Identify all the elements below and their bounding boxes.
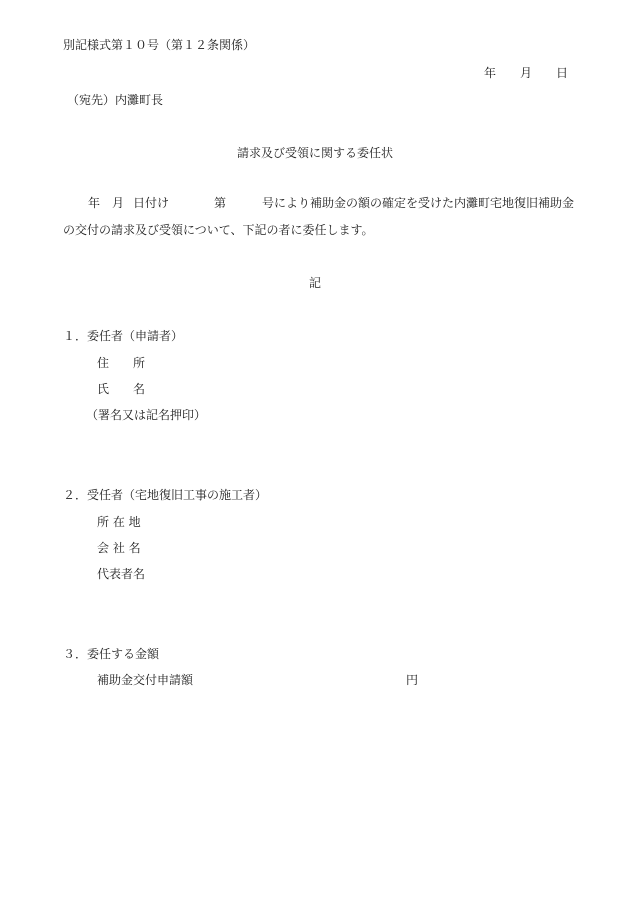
yen-label: 円: [406, 673, 419, 687]
document-title: 請求及び受領に関する委任状: [237, 146, 394, 160]
body-dated-label: 日付け: [133, 196, 170, 210]
addressee: （宛先）内灘町長: [67, 93, 164, 107]
body-dai-label: 第: [214, 196, 227, 210]
body-line2: の交付の請求及び受領について、下記の者に委任します。: [63, 223, 374, 237]
delegate-representative-label: 代表者名: [97, 567, 146, 581]
section3-heading: ３．委任する金額: [63, 647, 160, 661]
amount-label: 補助金交付申請額: [97, 673, 194, 687]
delegator-address-label: 住 所: [97, 356, 146, 370]
body-month-label: 月: [112, 196, 125, 210]
date-month-label: 月: [520, 66, 533, 80]
delegate-location-label: 所 在 地: [97, 515, 141, 529]
signature-note: （署名又は記名押印）: [86, 408, 207, 422]
section2-heading: ２．受任者（宅地復旧工事の施工者）: [63, 488, 268, 502]
section1-heading: １．委任者（申請者）: [63, 329, 184, 343]
body-year-label: 年: [88, 196, 101, 210]
body-line1-rest: 号により補助金の額の確定を受けた内灘町宅地復旧補助金: [262, 196, 575, 210]
date-year-label: 年: [484, 66, 497, 80]
form-number: 別記様式第１０号（第１２条関係）: [63, 38, 256, 52]
date-day-label: 日: [556, 66, 569, 80]
ki-heading: 記: [309, 276, 322, 290]
delegator-name-label: 氏 名: [97, 382, 146, 396]
delegate-company-label: 会 社 名: [97, 541, 141, 555]
